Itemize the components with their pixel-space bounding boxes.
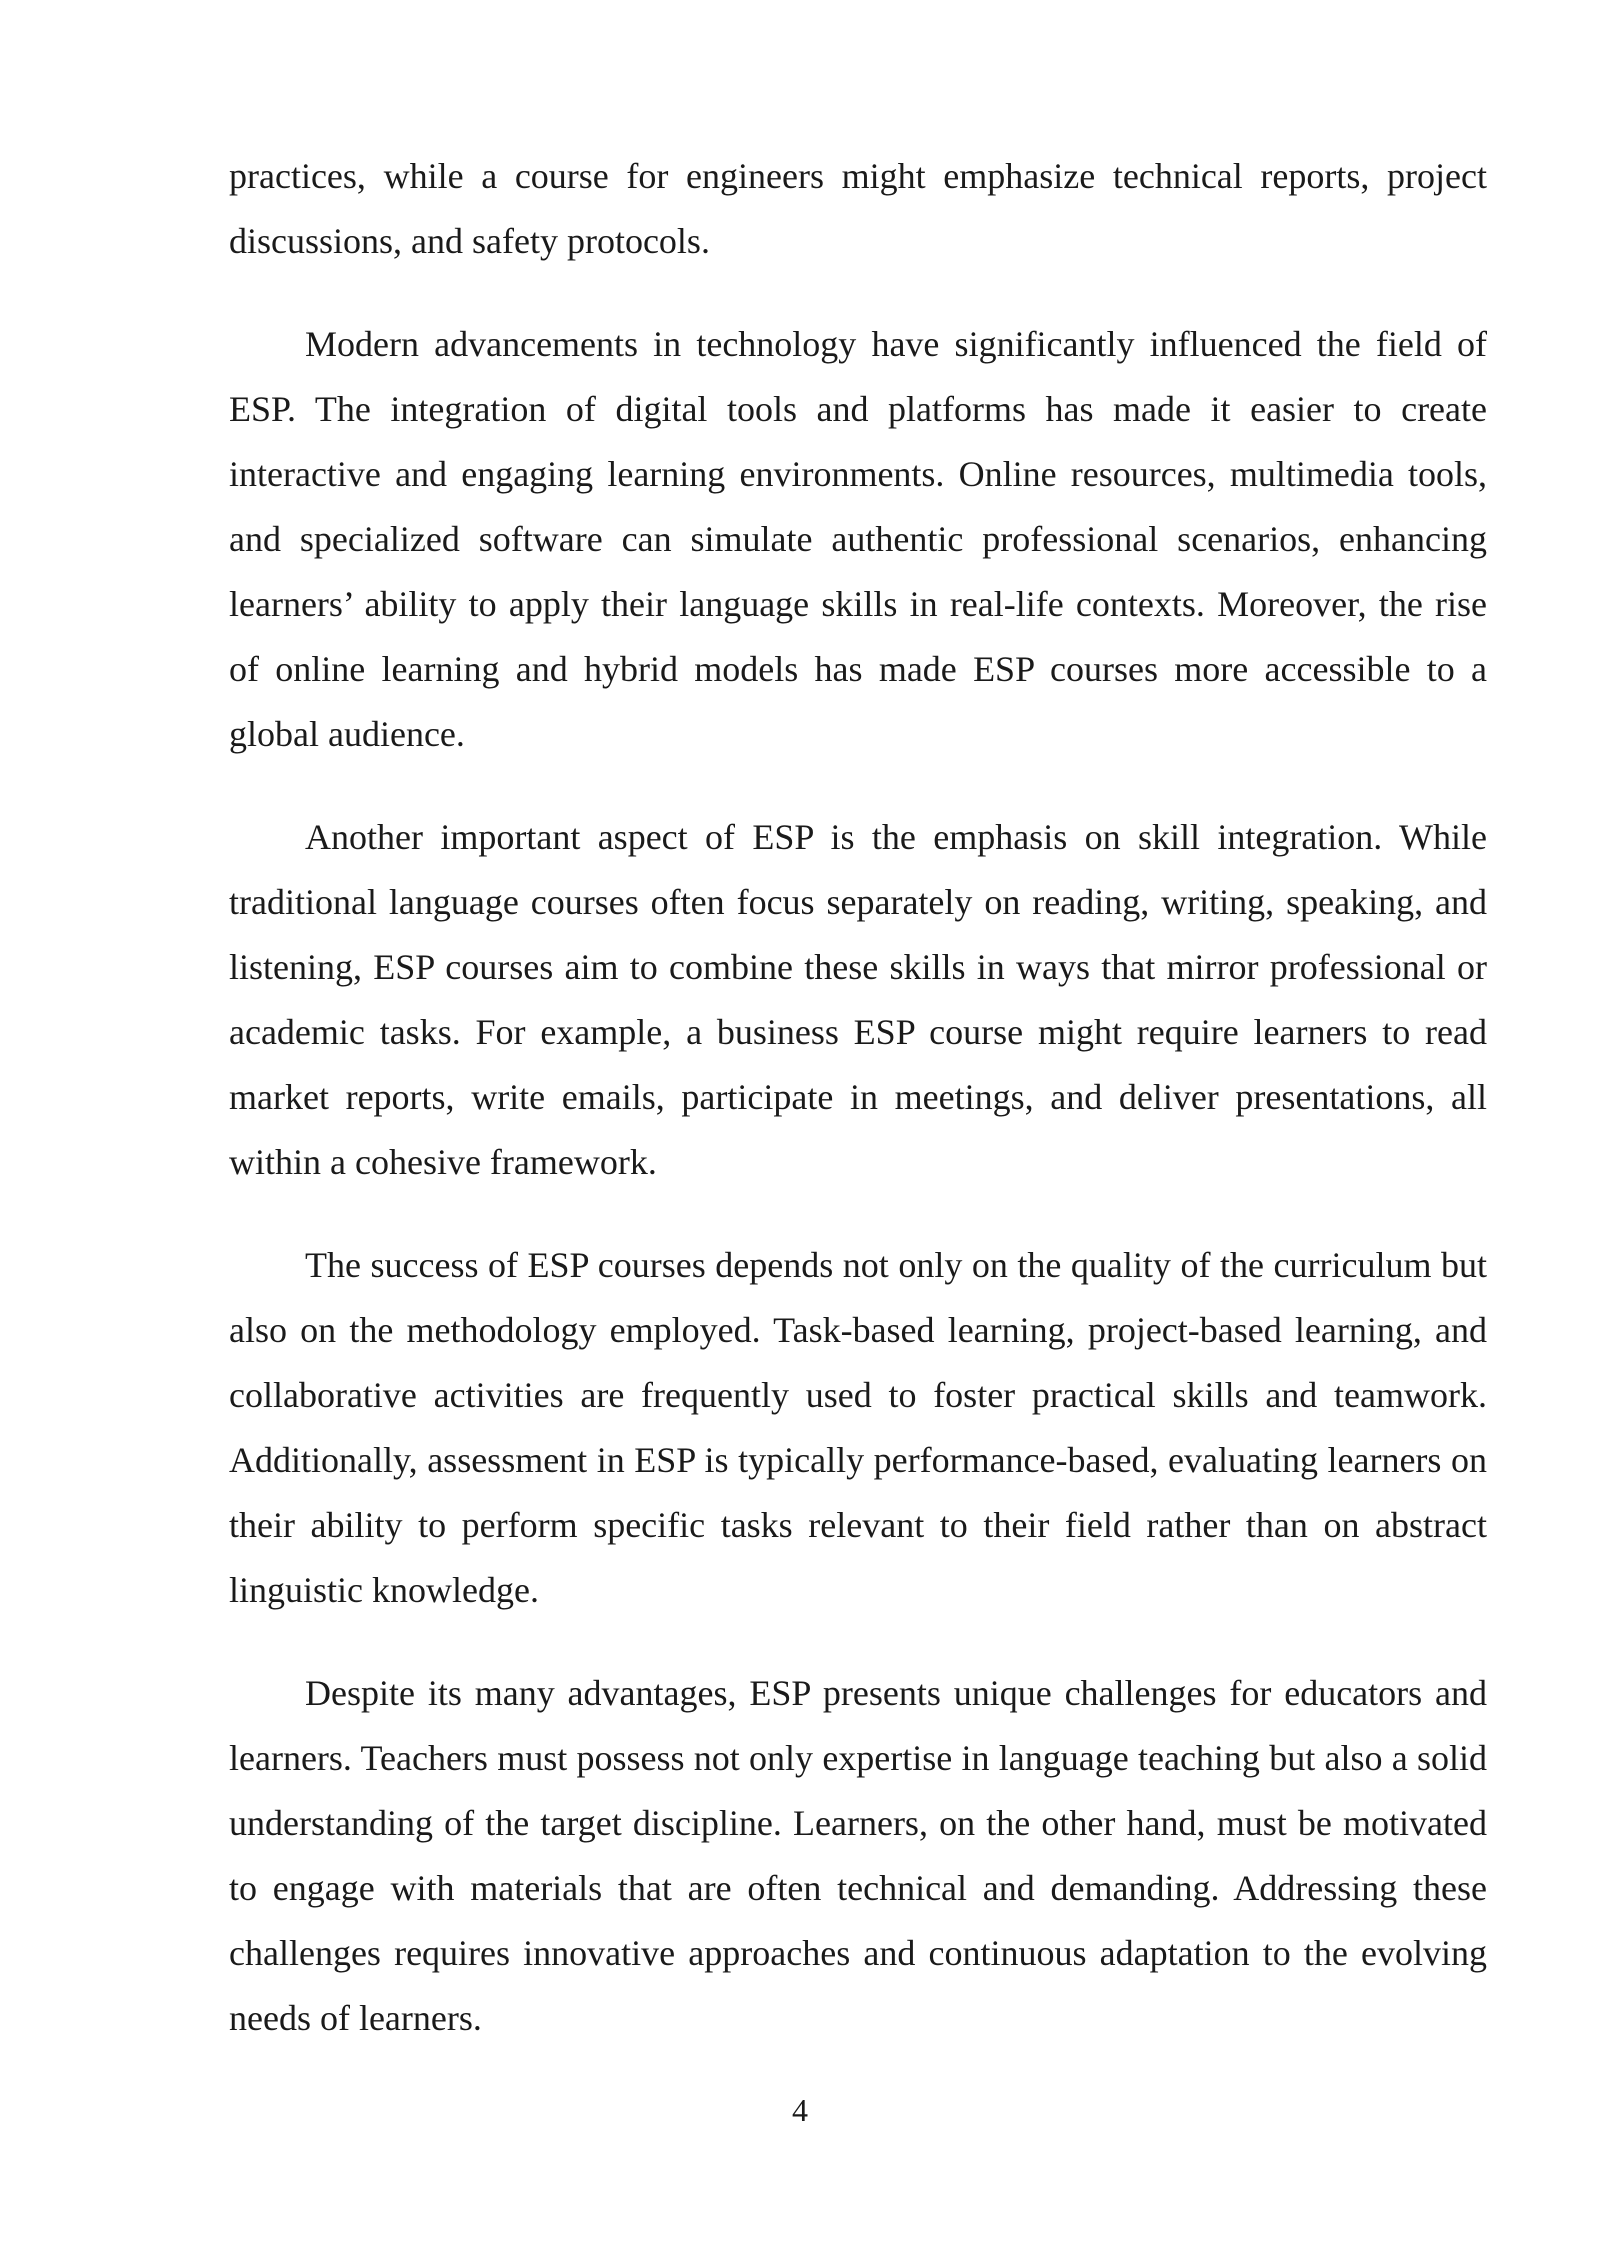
paragraph-methodology: The success of ESP courses depends not only on the quality of the curriculum but also on the methodology employed. Task-based learning, project-based learning, and collaborative activities are frequently used to foster practical skills and teamwork. Additionally, assessment in ESP is typically performance-based, evaluating learners on their ability to perform specific tasks relevant to their field rather than on abstract linguistic knowledge. [229, 1245, 1487, 1610]
paragraph-technology: Modern advancements in technology have significantly influenced the field of ESP. The integration of digital tools and platforms has made it easier to create interactive and engaging learning environments. Online resources, multimedia tools, and specialized software can simulate authentic professional scenarios, enhancing learners’ ability to apply their language skills in real-life contexts. Moreover, the rise of online learning and hybrid models has made ESP courses more accessible to a global audience. [229, 324, 1487, 754]
body-text [229, 144, 1487, 2089]
paragraph-challenges: Despite its many advantages, ESP presents unique challenges for educators and learners. Teachers must possess not only expertise in language teaching but also a solid understanding of the target discipline. Learners, on the other hand, must be motivated to engage with materials that are often technical and demanding. Addressing these challenges requires innovative approaches and continuous adaptation to the evolving needs of learners. [229, 1673, 1487, 2038]
paragraph-continuation: practices, while a course for engineers might emphasize technical reports, project discussions, and safety protocols. [229, 156, 1487, 261]
page-number: 4 [792, 2092, 808, 2128]
paragraph-skill-integration: Another important aspect of ESP is the emphasis on skill integration. While traditional language courses often focus separately on reading, writing, speaking, and listening, ESP courses aim to combine these skills in ways that mirror professional or academic tasks. For example, a business ESP course might require learners to read market reports, write emails, participate in meetings, and deliver presentations, all within a cohesive framework. [229, 817, 1487, 1182]
